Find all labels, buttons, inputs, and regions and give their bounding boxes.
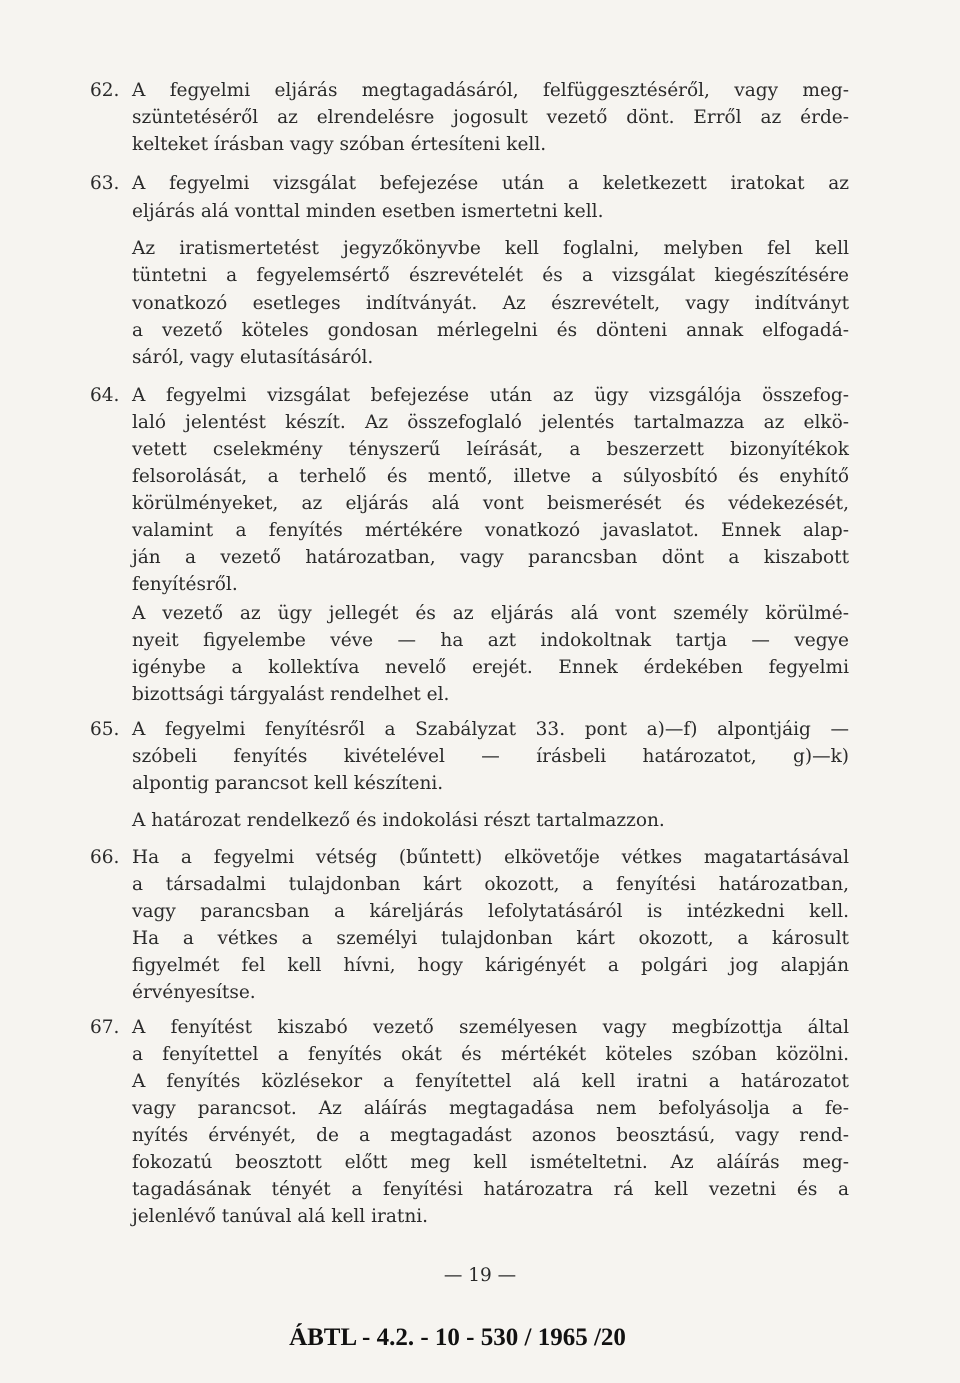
paragraph-line: a vezető köteles gondosan mérlegelni és dönteni annak elfogadá- [132,320,849,341]
paragraph-line: laló jelentést készít. Az összefoglaló jelentés tartalmazza az elkö- [132,412,849,433]
archive-reference: ÁBTL - 4.2. - 10 - 530 / 1965 /20 [289,1324,626,1351]
paragraph-line: A fegyelmi vizsgálat befejezése után az ügy vizsgálója összefog- [132,385,849,406]
paragraph-line: a társadalmi tulajdonban kárt okozott, a fenyítési határozatban, [132,874,849,895]
paragraph-line: A fenyítés közlésekor a fenyítettel alá kell iratni a határozatot [132,1071,849,1092]
section-number: 67. [90,1017,120,1038]
paragraph-line: körülményeket, az eljárás alá vont beismerését és védekezését, [132,493,849,514]
paragraph-line: érvényesítse. [132,982,256,1003]
paragraph-line: nyeit figyelembe véve — ha azt indokoltnak tartja — vegye [132,630,849,651]
paragraph-line: Ha a fegyelmi vétség (bűntett) elkövetője vétkes magatartásával [132,847,849,868]
paragraph-line: tagadásának tényét a fenyítési határozatra rá kell vezetni és a [132,1179,849,1200]
section-number: 62. [90,80,120,101]
section-number: 66. [90,847,120,868]
paragraph-line: A fenyítést kiszabó vezető személyesen vagy megbízottja által [132,1017,849,1038]
paragraph-line: vagy parancsban a káreljárás lefolytatásáról is intézkedni kell. [132,901,849,922]
paragraph-line: szóbeli fenyítés kivételével — írásbeli határozatot, g)—k) [132,746,849,767]
paragraph-line: ján a vezető határozatban, vagy parancsban dönt a kiszabott [132,547,849,568]
paragraph-line: A vezető az ügy jellegét és az eljárás alá vont személy körülmé- [132,603,849,624]
paragraph-line: A fegyelmi eljárás megtagadásáról, felfüggesztéséről, vagy meg- [132,80,849,101]
section-number: 64. [90,385,120,406]
paragraph-line: vonatkozó esetleges indítványát. Az észrevételt, vagy indítványt [132,293,849,314]
paragraph-line: a fenyítettel a fenyítés okát és mértékét köteles szóban közölni. [132,1044,849,1065]
paragraph-line: igénybe a kollektíva nevelő erejét. Ennek érdekében fegyelmi [132,657,849,678]
paragraph-line: valamint a fenyítés mértékére vonatkozó javaslatot. Ennek alap- [132,520,849,541]
paragraph-line: Az iratismertetést jegyzőkönyvbe kell foglalni, melyben fel kell [132,238,849,259]
paragraph-line: A fegyelmi fenyítésről a Szabályzat 33. pont a)—f) alpontjáig — [132,719,849,740]
paragraph-line: tüntetni a fegyelemsértő észrevételét és a vizsgálat kiegészítésére [132,265,849,286]
paragraph-line: bizottsági tárgyalást rendelhet el. [132,684,450,705]
paragraph-line: nyítés érvényét, de a megtagadást azonos beosztású, vagy rend- [132,1125,849,1146]
paragraph-line: vagy parancsot. Az aláírás megtagadása nem befolyásolja a fe- [132,1098,849,1119]
paragraph-line: felsorolását, a terhelő és mentő, illetve a súlyosbító és enyhítő [132,466,849,487]
paragraph-line: alpontig parancsot kell készíteni. [132,773,444,794]
paragraph-line: vetett cselekmény tényszerű leírását, a beszerzett bizonyítékok [132,439,849,460]
paragraph-line: eljárás alá vonttal minden esetben ismertetni kell. [132,201,604,222]
paragraph-line: jelenlévő tanúval alá kell iratni. [132,1206,429,1227]
paragraph-line: A határozat rendelkező és indokolási részt tartalmazzon. [132,810,665,831]
paragraph-line: figyelmét fel kell hívni, hogy kárigényét a polgári jog alapján [132,955,849,976]
paragraph-line: szüntetéséről az elrendelésre jogosult vezető dönt. Erről az érde- [132,107,849,128]
section-number: 65. [90,719,120,740]
section-number: 63. [90,173,120,194]
page-number: — 19 — [443,1265,517,1286]
paragraph-line: A fegyelmi vizsgálat befejezése után a keletkezett iratokat az [132,173,849,194]
paragraph-line: kelteket írásban vagy szóban értesíteni kell. [132,134,547,155]
paragraph-line: fenyítésről. [132,574,238,595]
paragraph-line: Ha a vétkes a személyi tulajdonban kárt okozott, a károsult [132,928,849,949]
paragraph-line: sáról, vagy elutasításáról. [132,347,374,368]
paragraph-line: fokozatú beosztott előtt meg kell ismételtetni. Az aláírás meg- [132,1152,849,1173]
